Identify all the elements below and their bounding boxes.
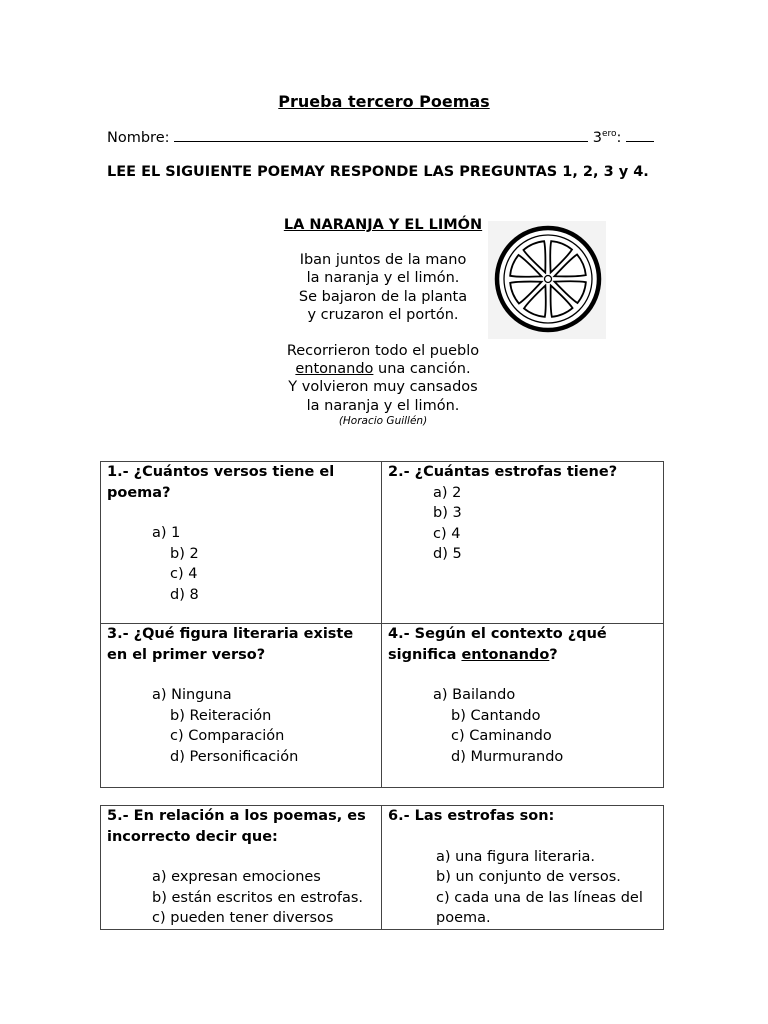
option[interactable]: b) 2 [170, 545, 199, 562]
question-title: 4.- Según el contexto ¿qué significa entonando? [388, 626, 607, 663]
poem [248, 216, 518, 427]
question-title: 1.- ¿Cuántos versos tiene el poema? [107, 464, 335, 501]
grade-blank[interactable] [626, 140, 654, 142]
question-2 [382, 462, 664, 624]
question-6 [382, 806, 664, 930]
option[interactable]: c) 4 [433, 525, 461, 542]
option-list [382, 847, 663, 929]
option[interactable]: c) 4 [170, 566, 198, 583]
option[interactable]: b) 3 [433, 505, 462, 522]
option-list [382, 483, 663, 565]
lemon-core [545, 276, 552, 283]
question-title: 3.- ¿Qué figura literaria existe en el primer verso? [107, 626, 354, 663]
option[interactable]: c) Caminando [451, 728, 552, 745]
instructions: LEE EL SIGUIENTE POEMAY RESPONDE LAS PREGUNTAS 1, 2, 3 y 4. [107, 164, 649, 180]
poem-stanza-2 [248, 342, 518, 415]
question-title: 2.- ¿Cuántas estrofas tiene? [388, 464, 618, 480]
question-title: 6.- Las estrofas son: [388, 808, 555, 824]
question-title: 5.- En relación a los poemas, es incorrecto decir que: [107, 808, 366, 845]
option[interactable]: b) están escritos en estrofas. [152, 889, 364, 906]
option[interactable]: b) Reiteración [170, 707, 272, 724]
option[interactable]: c) Comparación [170, 728, 285, 745]
question-3 [101, 624, 382, 788]
lemon-slice-illustration [488, 221, 606, 339]
name-row [107, 129, 654, 146]
page-title: Prueba tercero Poemas [278, 92, 490, 111]
poem-verse: Iban juntos de la mano [299, 252, 467, 269]
poem-verse: Y volvieron muy cansados [288, 379, 478, 396]
name-blank[interactable] [174, 140, 588, 142]
highlighted-word: entonando [461, 646, 550, 663]
name-label: Nombre: [107, 129, 170, 146]
highlighted-word: entonando [295, 361, 374, 378]
option[interactable]: d) 5 [433, 546, 462, 563]
option-list [101, 685, 381, 767]
option[interactable]: c) cada una de las líneas del poema. [436, 889, 643, 927]
option[interactable]: b) un conjunto de versos. [436, 869, 621, 886]
option[interactable]: a) una figura literaria. [436, 848, 596, 865]
question-1 [101, 462, 382, 624]
option[interactable]: a) 1 [152, 525, 181, 542]
poem-verse: la naranja y el limón. [306, 397, 460, 414]
option[interactable]: d) Murmurando [451, 748, 564, 765]
option[interactable]: c) pueden tener diversos [152, 910, 334, 927]
poem-author: (Horacio Guillén) [338, 414, 428, 427]
option[interactable]: a) Bailando [433, 687, 516, 704]
option[interactable]: d) 8 [170, 586, 199, 603]
question-5 [101, 806, 382, 930]
poem-verse: Recorrieron todo el pueblo [286, 343, 480, 360]
option-list [101, 523, 381, 605]
poem-verse: entonando una canción. [295, 361, 471, 378]
poem-title: LA NARANJA Y EL LIMÓN [283, 217, 483, 233]
poem-stanza-1 [248, 251, 518, 324]
poem-verse: la naranja y el limón. [306, 270, 460, 287]
question-4 [382, 624, 664, 788]
grade-label: $3^{ero}$: [592, 129, 622, 146]
option[interactable]: d) Personificación [170, 748, 299, 765]
questions-table-1 [100, 461, 664, 788]
option[interactable]: b) Cantando [451, 707, 541, 724]
option[interactable]: a) 2 [433, 484, 462, 501]
option[interactable]: a) Ninguna [152, 687, 232, 704]
option-list [101, 867, 381, 929]
poem-verse: y cruzaron el portón. [307, 306, 459, 323]
option-list [382, 685, 663, 767]
option[interactable]: a) expresan emociones [152, 869, 321, 886]
questions-table-2 [100, 805, 664, 930]
poem-verse: Se bajaron de la planta [298, 288, 468, 305]
